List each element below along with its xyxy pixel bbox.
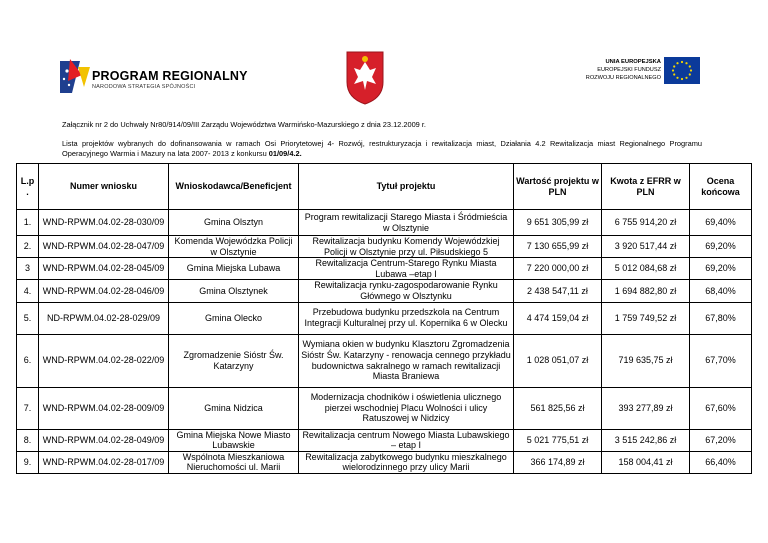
cell-lp: 7. xyxy=(17,387,39,429)
cell-number: WND-RPWM.04.02-28-049/09 xyxy=(39,429,169,451)
cell-value: 9 651 305,99 zł xyxy=(514,210,602,236)
eu-fund-label xyxy=(586,58,661,82)
cell-score: 68,40% xyxy=(690,280,752,302)
cell-applicant: Gmina Olecko xyxy=(169,302,299,334)
program-title: PROGRAM REGIONALNY xyxy=(92,69,248,83)
program-subtitle: NARODOWA STRATEGIA SPÓJNOŚCI xyxy=(92,84,196,90)
cell-score: 67,70% xyxy=(690,334,752,387)
cell-lp: 1. xyxy=(17,210,39,236)
cell-value: 7 220 000,00 zł xyxy=(514,258,602,280)
cell-applicant: Gmina Miejska Nowe Miasto Lubawskie xyxy=(169,429,299,451)
cell-title: Rewitalizacja centrum Nowego Miasta Lubawskiego – etap I xyxy=(299,429,514,451)
header-score: Ocena końcowa xyxy=(690,164,752,210)
cell-lp: 4. xyxy=(17,280,39,302)
table-row xyxy=(17,429,752,451)
cell-efrr: 393 277,89 zł xyxy=(602,387,690,429)
cell-title: Przebudowa budynku przedszkola na Centrum Integracji Kulturalnej przy ul. Kopernika 6 w Olecku xyxy=(299,302,514,334)
program-regionalny-emblem-icon xyxy=(58,57,92,97)
header-value: Wartość projektu w PLN xyxy=(514,164,602,210)
program-regionalny-logo xyxy=(58,57,248,97)
cell-title: Program rewitalizacji Starego Miasta i Śródmieścia w Olsztynie xyxy=(299,210,514,236)
cell-value: 5 021 775,51 zł xyxy=(514,429,602,451)
cell-score: 69,20% xyxy=(690,258,752,280)
cell-score: 67,80% xyxy=(690,302,752,334)
cell-score: 67,60% xyxy=(690,387,752,429)
regional-crest-icon xyxy=(345,50,385,106)
cell-number: WND-RPWM.04.02-28-045/09 xyxy=(39,258,169,280)
header-efrr: Kwota z EFRR w PLN xyxy=(602,164,690,210)
table-row xyxy=(17,210,752,236)
cell-efrr: 158 004,41 zł xyxy=(602,451,690,473)
attachment-note: Załącznik nr 2 do Uchwały Nr80/914/09/III Zarządu Województwa Warmińsko-Mazurskiego z dnia 23.12.2009 r. xyxy=(62,120,426,129)
cell-title: Modernizacja chodników i oświetlenia ulicznego pierzei wschodniej Placu Wolności i ulicy Ratuszowej w Nidzicy xyxy=(299,387,514,429)
cell-applicant: Gmina Olsztyn xyxy=(169,210,299,236)
intro-contest-number: 01/09/4.2. xyxy=(268,149,302,158)
cell-value: 561 825,56 zł xyxy=(514,387,602,429)
projects-table xyxy=(16,163,752,474)
cell-lp: 2. xyxy=(17,236,39,258)
header-lp: L.p . xyxy=(17,164,39,210)
cell-lp: 8. xyxy=(17,429,39,451)
table-row xyxy=(17,236,752,258)
cell-number: WND-RPWM.04.02-28-022/09 xyxy=(39,334,169,387)
cell-applicant: Wspólnota Mieszkaniowa Nieruchomości ul. Marii xyxy=(169,451,299,473)
cell-number: WND-RPWM.04.02-28-030/09 xyxy=(39,210,169,236)
cell-score: 69,20% xyxy=(690,236,752,258)
header-title: Tytuł projektu xyxy=(299,164,514,210)
cell-applicant: Komenda Wojewódzka Policji w Olsztynie xyxy=(169,236,299,258)
cell-score: 66,40% xyxy=(690,451,752,473)
cell-number: WND-RPWM.04.02-28-047/09 xyxy=(39,236,169,258)
cell-title: Rewitalizacja budynku Komendy Wojewódzkiej Policji w Olsztynie przy ul. Piłsudskiego 5 xyxy=(299,236,514,258)
cell-value: 1 028 051,07 zł xyxy=(514,334,602,387)
table-row xyxy=(17,334,752,387)
cell-efrr: 719 635,75 zł xyxy=(602,334,690,387)
eu-flag-icon xyxy=(664,57,700,84)
cell-value: 366 174,89 zł xyxy=(514,451,602,473)
cell-title: Rewitalizacja zabytkowego budynku mieszkalnego wielorodzinnego przy ulicy Marii xyxy=(299,451,514,473)
eu-line-3: ROZWOJU REGIONALNEGO xyxy=(585,75,661,81)
cell-applicant: Gmina Nidzica xyxy=(169,387,299,429)
cell-title: Rewitalizacja Centrum-Starego Rynku Miasta Lubawa –etap I xyxy=(299,258,514,280)
table-row xyxy=(17,280,752,302)
cell-lp: 9. xyxy=(17,451,39,473)
cell-applicant: Gmina Olsztynek xyxy=(169,280,299,302)
cell-lp: 6. xyxy=(17,334,39,387)
cell-value: 7 130 655,99 zł xyxy=(514,236,602,258)
header-applicant: Wnioskodawca/Beneficjent xyxy=(169,164,299,210)
cell-score: 67,20% xyxy=(690,429,752,451)
cell-number: WND-RPWM.04.02-28-017/09 xyxy=(39,451,169,473)
table-row xyxy=(17,451,752,473)
cell-efrr: 3 515 242,86 zł xyxy=(602,429,690,451)
cell-lp: 3 xyxy=(17,258,39,280)
cell-applicant: Zgromadzenie Sióstr Św. Katarzyny xyxy=(169,334,299,387)
eu-line-2: EUROPEJSKI FUNDUSZ xyxy=(597,67,661,73)
cell-efrr: 1 759 749,52 zł xyxy=(602,302,690,334)
cell-title: Wymiana okien w budynku Klasztoru Zgromadzenia Sióstr Św. Katarzyny - renowacja cennego przykładu budownictwa sakralnego w ramach rewitalizacji Miasta Braniewa xyxy=(299,334,514,387)
cell-applicant: Gmina Miejska Lubawa xyxy=(169,258,299,280)
cell-lp: 5. xyxy=(17,302,39,334)
cell-value: 2 438 547,11 zł xyxy=(514,280,602,302)
cell-number: ND-RPWM.04.02-28-029/09 xyxy=(39,302,169,334)
cell-number: WND-RPWM.04.02-28-009/09 xyxy=(39,387,169,429)
cell-value: 4 474 159,04 zł xyxy=(514,302,602,334)
intro-text: Lista projektów wybranych do dofinansowania w ramach Osi Priorytetowej 4- Rozwój, restrukturyzacja i rewitalizacja miast, Działania 4.2 Rewitalizacja miast Regionalnego Programu Operacyjnego Warmia i Mazury na lata 2007- 2013 z konkursu xyxy=(62,139,702,158)
cell-number: WND-RPWM.04.02-28-046/09 xyxy=(39,280,169,302)
cell-score: 69,40% xyxy=(690,210,752,236)
cell-efrr: 3 920 517,44 zł xyxy=(602,236,690,258)
cell-efrr: 6 755 914,20 zł xyxy=(602,210,690,236)
table-row xyxy=(17,302,752,334)
cell-efrr: 5 012 084,68 zł xyxy=(602,258,690,280)
cell-efrr: 1 694 882,80 zł xyxy=(602,280,690,302)
table-row xyxy=(17,387,752,429)
table-row xyxy=(17,258,752,280)
table-header-row xyxy=(17,164,752,210)
eu-line-1: UNIA EUROPEJSKA xyxy=(605,59,661,65)
intro-paragraph xyxy=(62,139,702,159)
cell-title: Rewitalizacja rynku-zagospodarowanie Rynku Głównego w Olsztynku xyxy=(299,280,514,302)
header-number: Numer wniosku xyxy=(39,164,169,210)
